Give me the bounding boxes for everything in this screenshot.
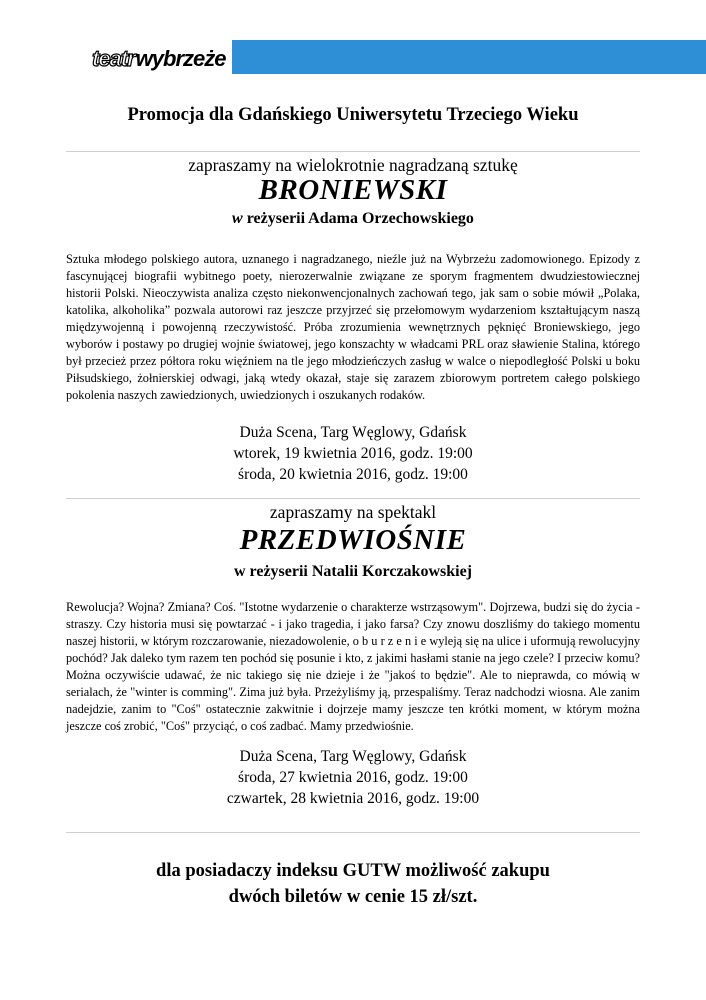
logo-part-teatr: teatr — [92, 46, 135, 71]
header — [92, 40, 706, 74]
promo-title: Promocja dla Gdańskiego Uniwersytetu Trzeciego Wieku — [127, 105, 579, 125]
show1-invite: zapraszamy na wielokrotnie nagradzaną sztukę — [188, 155, 518, 175]
gutw-offer — [0, 858, 706, 910]
show2-invite: zapraszamy na spektakl — [269, 502, 437, 522]
teatr-wybrzeze-logo — [92, 44, 226, 70]
divider — [66, 151, 640, 152]
show1-director-prefix: w — [232, 210, 243, 227]
logo-part-wybrzeze: wybrzeże — [135, 46, 226, 71]
show2-description: Rewolucja? Wojna? Zmiana? Coś. "Istotne wydarzenie o charakterze wstrząsowym". Dojrzewa, budzi się do życia - straszy. Czy historia musi się powtarzać - i jako tragedia, i jako farsa? Czy znowu doszliśmy do takiego momentu naszej historii, w którym rozczarowanie, niezadowolenie, o b u r z e n i e wyleją się na ulice i uformują rewolucyjny pochód? Jak daleko tym razem ten pochód się posunie i kto, z jakimi hasłami stanie na jego czele? I przeciw komu? Można oczywiście udawać, że nic takiego się nie dzieje i że "jakoś to będzie". Ale to nieprawda, co mówią w serialach, że "winter is comming". Zima już była. Przeżyliśmy ją, przespaliśmy. Teraz nadchodzi wiosna. Ale zanim nadejdzie, zanim to "Coś" ostatecznie zakwitnie i dojrzeje mamy jeszcze ten krótki moment, w którym można jeszcze coś zrobić, "Coś" przyciąć, o coś zadbać. Mamy przedwiośnie. — [66, 600, 640, 733]
show1-director-name: reżyserii Adama Orzechowskiego — [246, 210, 474, 227]
show1-director — [0, 210, 706, 228]
show2-date: czwartek, 28 kwietnia 2016, godz. 19:00 — [226, 790, 480, 807]
offer-line: dwóch biletów w cenie 15 zł/szt. — [228, 887, 478, 907]
show1-date: wtorek, 19 kwietnia 2016, godz. 19:00 — [233, 445, 473, 462]
show2-venue: Duża Scena, Targ Węglowy, Gdańsk — [239, 748, 467, 765]
show2-director: w reżyserii Natalii Korczakowskiej — [233, 563, 473, 580]
show1-venue-block — [0, 422, 706, 485]
show1-venue: Duża Scena, Targ Węglowy, Gdańsk — [239, 424, 467, 441]
show1-description: Sztuka młodego polskiego autora, uznanego i nagradzanego, nieźle już na Wybrzeżu zadomowionego. Epizody z fascynującej biografii wybitnego poety, nierozerwalnie związane ze sporym fragmentem dwudziestowiecznej historii Polski. Nieoczywista analiza często niekonwencjonalnych zachowań tego, jak sam o sobie mówił „Polaka, katolika, alkoholika” pozwala autorowi raz jeszcze przyjrzeć się przełomowym wydarzeniom kształtującym naszą międzywojenną i powojenną rzeczywistość. Próba zrozumienia wewnętrznych pęknięć Broniewskiego, jego wyborów i postawy po drugiej wojnie światowej, jego konszachty w władcami PRL oraz sławienie Stalina, którego był przecież przez półtora roku więźniem na tle jego młodzieńczych zasług w walce o niepodległość Polski u boku Piłsudskiego, żołnierskiej odwagi, jaką wtedy okazał, staje się zarazem zbiorowym portretem całego polskiego pokolenia naszych zawiedzionych, uwiedzionych i oszukanych rodaków. — [66, 252, 640, 402]
show2-title: PRZEDWIOŚNIE — [239, 524, 467, 556]
offer-line: dla posiadaczy indeksu GUTW możliwość zakupu — [156, 861, 550, 881]
show1-date: środa, 20 kwietnia 2016, godz. 19:00 — [238, 466, 468, 483]
divider — [66, 832, 640, 833]
show2-date: środa, 27 kwietnia 2016, godz. 19:00 — [238, 769, 468, 786]
show1-title: BRONIEWSKI — [258, 174, 448, 206]
divider — [66, 498, 640, 499]
header-accent-bar — [232, 40, 706, 74]
show2-venue-block — [0, 746, 706, 809]
